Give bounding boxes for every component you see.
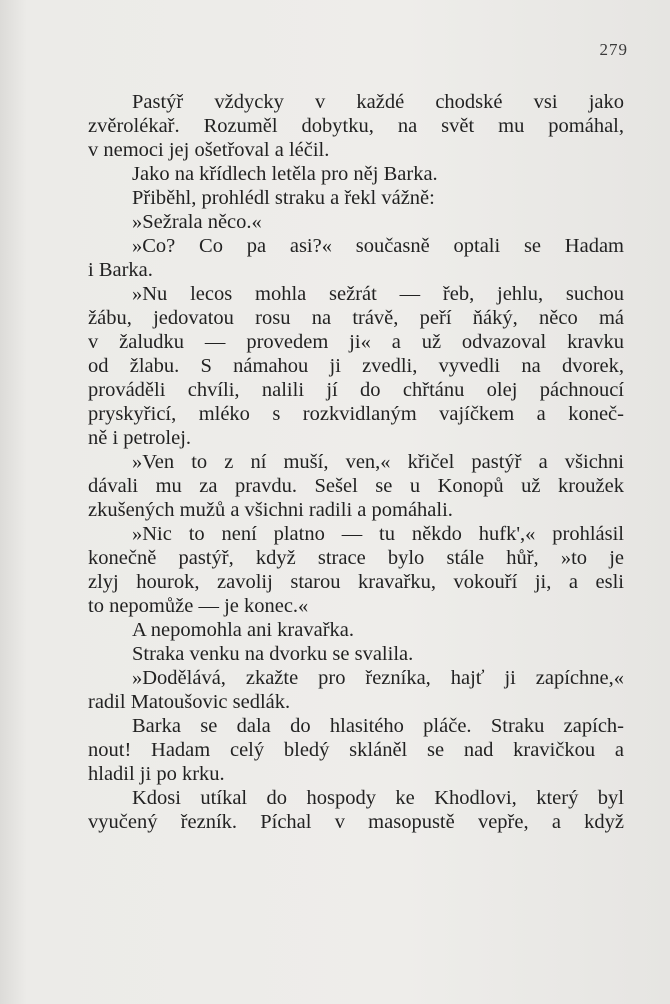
text-line: »Nu lecos mohla sežrát — řeb, jehlu, suchou bbox=[132, 283, 624, 305]
body-text bbox=[88, 90, 624, 834]
text-line: od žlabu. S námahou ji zvedli, vyvedli na dvorek, bbox=[88, 355, 624, 377]
text-line: Barka se dala do hlasitého pláče. Straku zapích- bbox=[132, 715, 624, 737]
text-line: »Dodělává, zkažte pro řezníka, hajť ji zapíchne,« bbox=[132, 667, 624, 689]
text-line: nout! Hadam celý bledý skláněl se nad kravičkou a bbox=[88, 739, 624, 761]
text-line: Přiběhl, prohlédl straku a řekl vážně: bbox=[132, 187, 435, 209]
text-line: Pastýř vždycky v každé chodské vsi jako bbox=[132, 91, 624, 113]
text-line: to nepomůže — je konec.« bbox=[88, 595, 309, 617]
text-line: »Sežrala něco.« bbox=[132, 211, 262, 233]
text-line: zkušených mužů a všichni radili a pomáhali. bbox=[88, 499, 453, 521]
text-line: zvěrolékař. Rozuměl dobytku, na svět mu pomáhal, bbox=[88, 115, 624, 137]
text-line: Jako na křídlech letěla pro něj Barka. bbox=[132, 163, 438, 185]
page-number: 279 bbox=[599, 40, 628, 59]
text-line: hladil ji po krku. bbox=[88, 763, 225, 785]
text-line: pryskyřicí, mléko s rozkvidlaným vajíčkem a koneč- bbox=[88, 403, 624, 425]
text-line: zlyj hourok, zavolij starou kravařku, vokouří ji, a esli bbox=[88, 571, 624, 593]
text-line: radil Matoušovic sedlák. bbox=[88, 691, 291, 713]
text-line: Straka venku na dvorku se svalila. bbox=[132, 643, 414, 665]
text-line: i Barka. bbox=[88, 259, 153, 281]
text-line: »Co? Co pa asi?« současně optali se Hadam bbox=[132, 235, 624, 257]
text-line: Kdosi utíkal do hospody ke Khodlovi, který byl bbox=[132, 787, 624, 809]
text-line: A nepomohla ani kravařka. bbox=[132, 619, 355, 641]
text-line: konečně pastýř, když strace bylo stále hůř, »to je bbox=[88, 547, 624, 569]
text-line: žábu, jedovatou rosu na trávě, peří ňáký, něco má bbox=[88, 307, 624, 329]
text-line: »Nic to není platno — tu někdo hufk',« prohlásil bbox=[132, 523, 624, 545]
text-line: ně i petrolej. bbox=[88, 427, 192, 449]
text-line: dávali mu za pravdu. Sešel se u Konopů už kroužek bbox=[88, 475, 624, 497]
text-line: vyučený řezník. Píchal v masopustě vepře, a když bbox=[88, 811, 624, 833]
text-line: v žaludku — provedem ji« a už odvazoval kravku bbox=[88, 331, 624, 353]
text-line: prováděli chvíli, nalili jí do chřtánu olej páchnoucí bbox=[88, 379, 624, 401]
text-line: »Ven to z ní muší, ven,« křičel pastýř a všichni bbox=[132, 451, 624, 473]
text-line: v nemoci jej ošetřoval a léčil. bbox=[88, 139, 330, 161]
